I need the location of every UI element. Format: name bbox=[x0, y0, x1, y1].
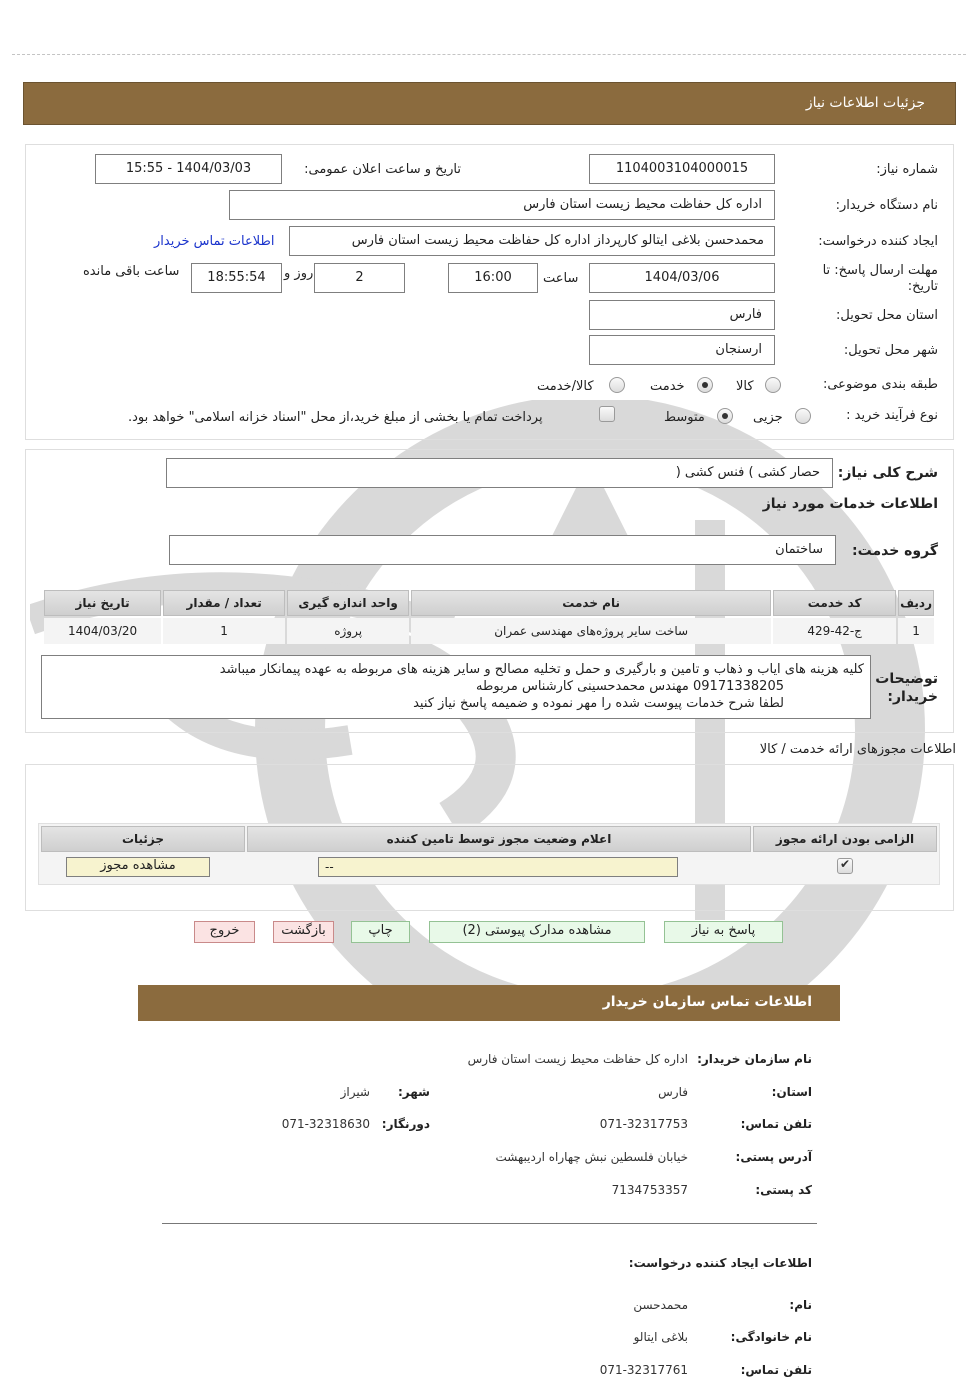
buyer-org-label: نام دستگاه خریدار: bbox=[835, 198, 938, 213]
exit-button[interactable]: خروج bbox=[194, 921, 255, 943]
table-row bbox=[44, 618, 934, 644]
contact-address: خیابان فلسطین نبش چهاراه اردیبهشت bbox=[495, 1150, 688, 1164]
creator-label: ایجاد کننده درخواست: bbox=[818, 234, 938, 249]
cell-row: 1 bbox=[898, 618, 934, 644]
process-label: نوع فرآیند خرید : bbox=[846, 408, 938, 423]
treasury-checkbox[interactable] bbox=[599, 406, 615, 422]
creator-info-title: اطلاعات ایجاد کننده درخواست: bbox=[628, 1256, 812, 1270]
print-button[interactable]: چاپ bbox=[351, 921, 410, 943]
announce-field: 1404/03/03 - 15:55 bbox=[95, 154, 282, 184]
category-both-label: کالا/خدمت bbox=[537, 379, 594, 394]
contact-header bbox=[138, 985, 840, 1021]
deadline-label: مهلت ارسال پاسخ: تا تاریخ: bbox=[822, 263, 938, 294]
cell-details bbox=[41, 854, 245, 880]
process-minor-label: جزیی bbox=[753, 410, 783, 425]
process-minor-radio[interactable] bbox=[795, 408, 811, 424]
col-name: نام خدمت bbox=[411, 590, 771, 616]
buyer-notes-label: توضیحات خریدار: bbox=[875, 671, 938, 705]
service-group-field: ساختمان bbox=[169, 535, 836, 565]
city-field: ارسنجان bbox=[589, 335, 775, 365]
back-button[interactable]: بازگشت bbox=[273, 921, 334, 943]
contact-fax: 071-32318630 bbox=[281, 1117, 370, 1131]
summary-field: حصار کشی ) فنس کشی ( bbox=[166, 458, 833, 488]
page-header bbox=[23, 82, 956, 125]
treasury-note: پرداخت تمام یا بخشی از مبلغ خرید،از محل "اسناد خزانه اسلامی" خواهد بود. bbox=[128, 410, 543, 425]
announce-label: تاریخ و ساعت اعلان عمومی: bbox=[304, 162, 461, 177]
contact-title: اطلاعات تماس سازمان خریدار bbox=[602, 994, 812, 1010]
category-service-radio[interactable] bbox=[697, 377, 713, 393]
permits-table-header bbox=[41, 826, 937, 852]
buyer-contact-link[interactable]: اطلاعات تماس خریدار bbox=[154, 234, 275, 249]
col-code: کد خدمت bbox=[773, 590, 896, 616]
cell-date: 1404/03/20 bbox=[44, 618, 161, 644]
province-label: استان محل تحویل: bbox=[836, 308, 938, 323]
summary-label: شرح کلی نیاز: bbox=[837, 465, 938, 481]
cell-unit: پروژه bbox=[287, 618, 409, 644]
buyer-note-line: 09171338205 مهندس محمدحسینی کارشناس مربوطه bbox=[476, 679, 784, 694]
contact-province-label: استان: bbox=[771, 1085, 812, 1099]
creator-phone: 071-32317761 bbox=[599, 1363, 688, 1377]
time-label: ساعت bbox=[543, 271, 579, 286]
permit-status-field[interactable]: -- bbox=[318, 857, 678, 877]
permits-table bbox=[38, 823, 940, 885]
days-field: 2 bbox=[314, 263, 405, 293]
contact-postal-label: کد پستی: bbox=[755, 1183, 812, 1197]
services-table-header bbox=[44, 590, 934, 616]
cell-required bbox=[753, 854, 937, 880]
creator-family-label: نام خانوادگی: bbox=[730, 1330, 812, 1344]
col-status: اعلام وضعیت مجوز توسط تامین کننده bbox=[247, 826, 751, 852]
reply-button[interactable]: پاسخ به نیاز bbox=[664, 921, 783, 943]
category-goods-radio[interactable] bbox=[765, 377, 781, 393]
cell-status bbox=[247, 854, 751, 880]
cell-name: ساخت سایر پروژه‌های مهندسی عمران bbox=[411, 618, 771, 644]
process-medium-label: متوسط bbox=[664, 410, 705, 425]
creator-phone-label: تلفن تماس: bbox=[740, 1363, 812, 1377]
buyer-notes-box bbox=[41, 655, 871, 719]
view-permit-button[interactable]: مشاهده مجوز bbox=[66, 857, 210, 877]
remaining-label: ساعت باقی مانده bbox=[83, 264, 180, 279]
creator-name: محمدحسن bbox=[633, 1298, 688, 1312]
top-divider bbox=[12, 54, 966, 55]
service-group-label: گروه خدمت: bbox=[852, 543, 938, 559]
permit-required-checkbox[interactable] bbox=[837, 858, 853, 874]
remaining-time-field: 18:55:54 bbox=[191, 263, 282, 293]
category-both-radio[interactable] bbox=[609, 377, 625, 393]
contact-org: اداره کل حفاظت محیط زیست استان فارس bbox=[467, 1052, 688, 1066]
category-service-label: خدمت bbox=[650, 379, 685, 394]
table-row bbox=[41, 854, 937, 880]
buyer-note-line: لطفا شرح خدمات پیوست شده را مهر نموده و ضمیمه پاسخ نیاز کنید bbox=[413, 696, 784, 711]
process-medium-radio[interactable] bbox=[717, 408, 733, 424]
need-number-field: 1104003104000015 bbox=[589, 154, 775, 184]
deadline-date-field: 1404/03/06 bbox=[589, 263, 775, 293]
contact-org-label: نام سازمان خریدار: bbox=[697, 1052, 812, 1066]
category-goods-label: کالا bbox=[736, 379, 754, 394]
col-qty: تعداد / مقدار bbox=[163, 590, 285, 616]
col-required: الزامی بودن ارائه مجوز bbox=[753, 826, 937, 852]
col-details: جزئیات bbox=[41, 826, 245, 852]
contact-city-label: شهر: bbox=[398, 1085, 430, 1099]
creator-family: بلاغی ایتالو bbox=[633, 1330, 688, 1344]
col-date: تاریخ نیاز bbox=[44, 590, 161, 616]
deadline-time-field: 16:00 bbox=[448, 263, 538, 293]
category-label: طبقه بندی موضوعی: bbox=[822, 377, 938, 392]
page-title: جزئیات اطلاعات نیاز bbox=[805, 95, 925, 111]
contact-phone: 071-32317753 bbox=[599, 1117, 688, 1131]
contact-postal: 7134753357 bbox=[611, 1183, 688, 1197]
contact-divider bbox=[162, 1223, 817, 1224]
cell-qty: 1 bbox=[163, 618, 285, 644]
contact-fax-label: دورنگار: bbox=[381, 1117, 430, 1131]
contact-city: شیراز bbox=[340, 1085, 370, 1099]
attachments-button[interactable]: مشاهده مدارک پیوستی (2) bbox=[429, 921, 645, 943]
services-title: اطلاعات خدمات مورد نیاز bbox=[762, 496, 938, 512]
contact-phone-label: تلفن تماس: bbox=[740, 1117, 812, 1131]
creator-field: محمدحسن بلاغی ایتالو کارپرداز اداره کل حفاظت محیط زیست استان فارس bbox=[289, 226, 775, 256]
buyer-note-line: کلیه هزینه های ایاب و ذهاب و تامین و بارگیری و حمل و تخلیه مصالح و سایر هزینه های مربوطه به عهده پیمانکار میباشد bbox=[219, 662, 864, 677]
contact-address-label: آدرس پستی: bbox=[735, 1150, 812, 1164]
buyer-org-field: اداره کل حفاظت محیط زیست استان فارس bbox=[229, 190, 775, 220]
days-label: روز و bbox=[284, 266, 314, 281]
contact-province: فارس bbox=[658, 1085, 688, 1099]
need-number-label: شماره نیاز: bbox=[876, 162, 938, 177]
creator-name-label: نام: bbox=[789, 1298, 812, 1312]
city-label: شهر محل تحویل: bbox=[843, 343, 938, 358]
province-field: فارس bbox=[589, 300, 775, 330]
cell-code: ج-42-429 bbox=[773, 618, 896, 644]
col-unit: واحد اندازه گیری bbox=[287, 590, 409, 616]
permits-title: اطلاعات مجوزهای ارائه خدمت / کالا bbox=[759, 742, 956, 757]
services-table bbox=[42, 588, 936, 646]
col-row: ردیف bbox=[898, 590, 934, 616]
